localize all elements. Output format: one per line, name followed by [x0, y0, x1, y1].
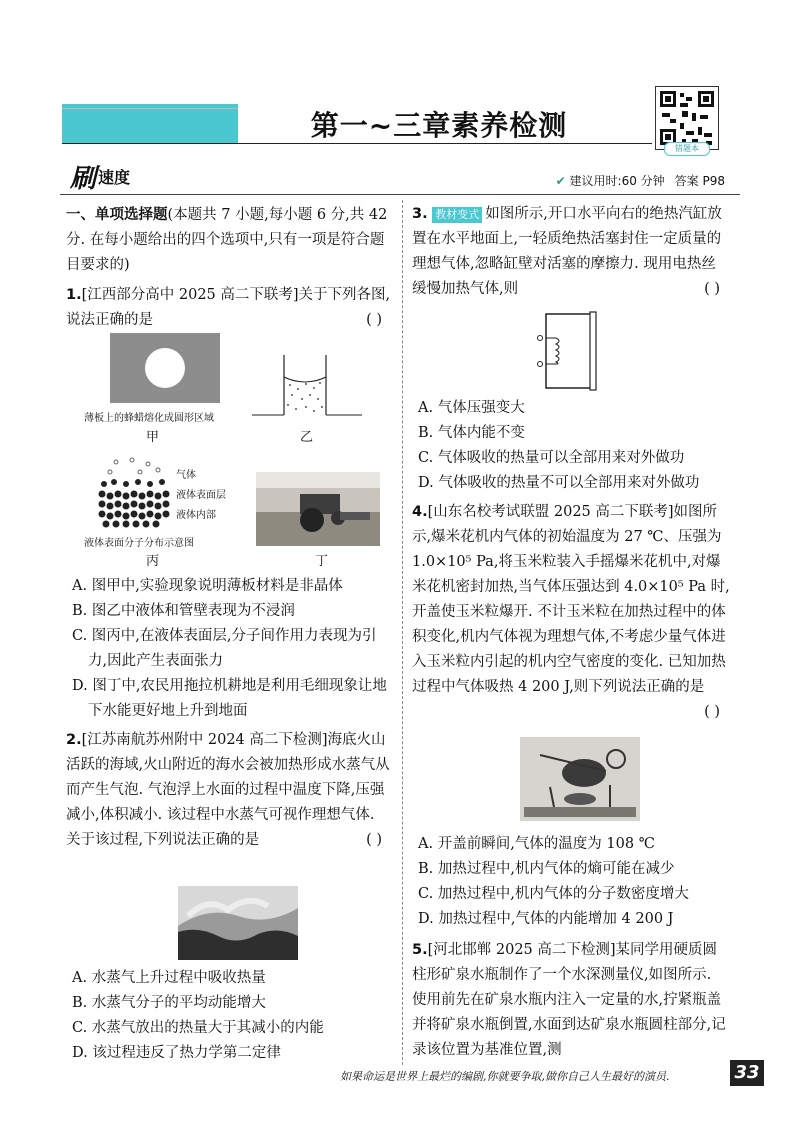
section-heading: 一、单项选择题: [66, 206, 168, 223]
answer-blank: ( ): [704, 281, 720, 297]
question-source: [河北邯郸 2025 高二下检测]: [427, 942, 616, 958]
question-source: [山东名校考试联盟 2025 高二下联考]: [427, 504, 674, 520]
option-a[interactable]: A. 水蒸气上升过程中吸收热量: [72, 970, 266, 986]
figure-jia-label: 甲: [146, 430, 160, 445]
page-title: [238, 104, 640, 144]
figure-bing-label: 丙: [146, 554, 160, 569]
question-number: 3.: [412, 206, 428, 222]
meta-info: [556, 172, 725, 189]
section-brand: [70, 158, 130, 195]
figure-volcano-photo: [178, 886, 298, 960]
check-icon: ✔: [555, 174, 566, 188]
question-stem: 海底火山活跃的海域,火山附近的海水会被加热形成水蒸气从而产生气泡. 气泡浮上水面的过程中温度下降,压强减小,体积减小. 该过程中水蒸气可视作理想气体. 关于该过程,下列说法正确的是: [66, 732, 390, 848]
option-a[interactable]: A. 开盖前瞬间,气体的温度为 108 ℃: [418, 836, 655, 852]
figure-jia-plate: [110, 333, 220, 403]
question-3-options: [414, 396, 732, 496]
question-4: [412, 500, 730, 725]
qr-code-icon[interactable]: [655, 86, 719, 150]
header-divider: [60, 194, 740, 195]
question-2-options: [68, 966, 394, 1066]
figure-ding-label: 丁: [315, 554, 329, 569]
section-intro: [66, 202, 392, 278]
suggested-time: 建议用时:60 分钟: [569, 174, 665, 188]
question-number: 2.: [66, 732, 82, 748]
option-b[interactable]: B. 水蒸气分子的平均动能增大: [72, 995, 266, 1011]
option-d[interactable]: D. 该过程违反了热力学第二定律: [72, 1045, 281, 1061]
textbook-variant-tag: 教材变式: [432, 207, 482, 223]
figure-popcorn-machine-photo: [520, 737, 640, 821]
option-b[interactable]: B. 图乙中液体和管壁表现为不浸润: [72, 603, 295, 619]
option-d[interactable]: D. 加热过程中,气体的内能增加 4 200 J: [418, 911, 674, 927]
section-instruction: (本题共 7 小题,每小题 6 分,共 42 分. 在每小题给出的四个选项中,只有一项是符合题目要求的): [66, 207, 388, 273]
question-5: [412, 938, 730, 1063]
figure-cylinder-heater: [520, 310, 610, 392]
title-accent-bar: [62, 104, 238, 144]
figure-yi-label: 乙: [300, 430, 314, 445]
question-source: [江西部分高中 2025 高二下联考]: [81, 287, 299, 303]
figure-bing-desc: 液体表面分子分布示意图: [84, 538, 194, 549]
answer-blank: ( ): [704, 704, 720, 720]
question-4-options: [414, 832, 732, 932]
figure-bing-gas-label: 气体: [176, 470, 196, 481]
column-divider: [402, 200, 403, 1065]
option-c[interactable]: C. 水蒸气放出的热量大于其减小的内能: [72, 1020, 324, 1036]
figure-yi-capillary: [252, 355, 362, 425]
question-2: [66, 728, 392, 853]
option-b[interactable]: B. 气体内能不变: [418, 425, 525, 441]
answer-blank: ( ): [366, 312, 382, 328]
figure-bing-molecules: [96, 456, 172, 528]
brand-big: 刷: [70, 164, 97, 194]
option-c[interactable]: C. 加热过程中,机内气体的分子数密度增大: [418, 886, 689, 902]
option-a[interactable]: A. 图甲中,实验现象说明薄板材料是非晶体: [72, 578, 343, 594]
figure-ding-tractor-photo: [256, 472, 380, 546]
question-stem: 某同学用硬质圆柱形矿泉水瓶制作了一个水深测量仪,如图所示. 使用前先在矿泉水瓶内注入一定量的水,拧紧瓶盖并将矿泉水瓶倒置,水面到达矿泉水瓶圆柱部分,记录该位置为基准位置,测: [412, 942, 726, 1058]
question-source: [江苏南航苏州附中 2024 高二下检测]: [81, 732, 328, 748]
answer-ref: 答案 P98: [674, 174, 725, 188]
figure-jia-desc: 薄板上的蜂蜡熔化成圆形区域: [84, 413, 214, 424]
page-title-text: 第一~三章素养检测: [310, 109, 568, 142]
figure-bing-inner-label: 液体内部: [176, 510, 216, 521]
option-a[interactable]: A. 气体压强变大: [418, 400, 525, 416]
page-number: 33: [730, 1060, 764, 1086]
option-d[interactable]: D. 气体吸收的热量不可以全部用来对外做功: [418, 475, 700, 491]
question-3: [412, 202, 730, 302]
question-stem: 如图所示,开口水平向右的绝热汽缸放置在水平地面上,一轻质绝热活塞封住一定质量的理想气体,忽略缸壁对活塞的摩擦力. 现用电热丝缓慢加热气体,则: [412, 206, 722, 297]
title-bottom-rule: [62, 143, 652, 144]
qr-label: 错题本: [664, 142, 710, 156]
option-d[interactable]: D. 图丁中,农民用拖拉机耕地是利用毛细现象让地下水能更好地上升到地面: [72, 678, 387, 719]
option-c[interactable]: C. 图丙中,在液体表面层,分子间作用力表现为引力,因此产生表面张力: [72, 628, 377, 669]
question-stem: 关于下列各图,说法正确的是: [66, 287, 391, 328]
question-number: 4.: [412, 504, 428, 520]
question-1-options: [68, 574, 394, 724]
brand-small: 速度: [98, 168, 131, 187]
figure-bing-surface-label: 液体表面层: [176, 490, 226, 501]
answer-blank: ( ): [366, 832, 382, 848]
option-c[interactable]: C. 气体吸收的热量可以全部用来对外做功: [418, 450, 685, 466]
question-stem: 如图所示,爆米花机内气体的初始温度为 27 ℃、压强为 1.0×10⁵ Pa,将玉米粒装入手摇爆米花机中,对爆米花机密封加热,当气体压强达到 4.0×10⁵ Pa 时,开盖使玉米粒爆开. 不计玉米粒在加热过程中的体积变化,机内气体视为理想气体,不考虑少量气体进入玉米粒内引起的机内空气密度的变化. 已知加热过程中气体吸热 4 200 J,则下列说法正确的是: [412, 504, 730, 695]
question-number: 1.: [66, 287, 82, 303]
footer-motto: 如果命运是世界上最烂的编剧,你就要争取,做你自己人生最好的演员.: [340, 1070, 670, 1083]
option-b[interactable]: B. 加热过程中,机内气体的熵可能在减少: [418, 861, 675, 877]
question-1: [66, 283, 392, 333]
question-number: 5.: [412, 942, 428, 958]
